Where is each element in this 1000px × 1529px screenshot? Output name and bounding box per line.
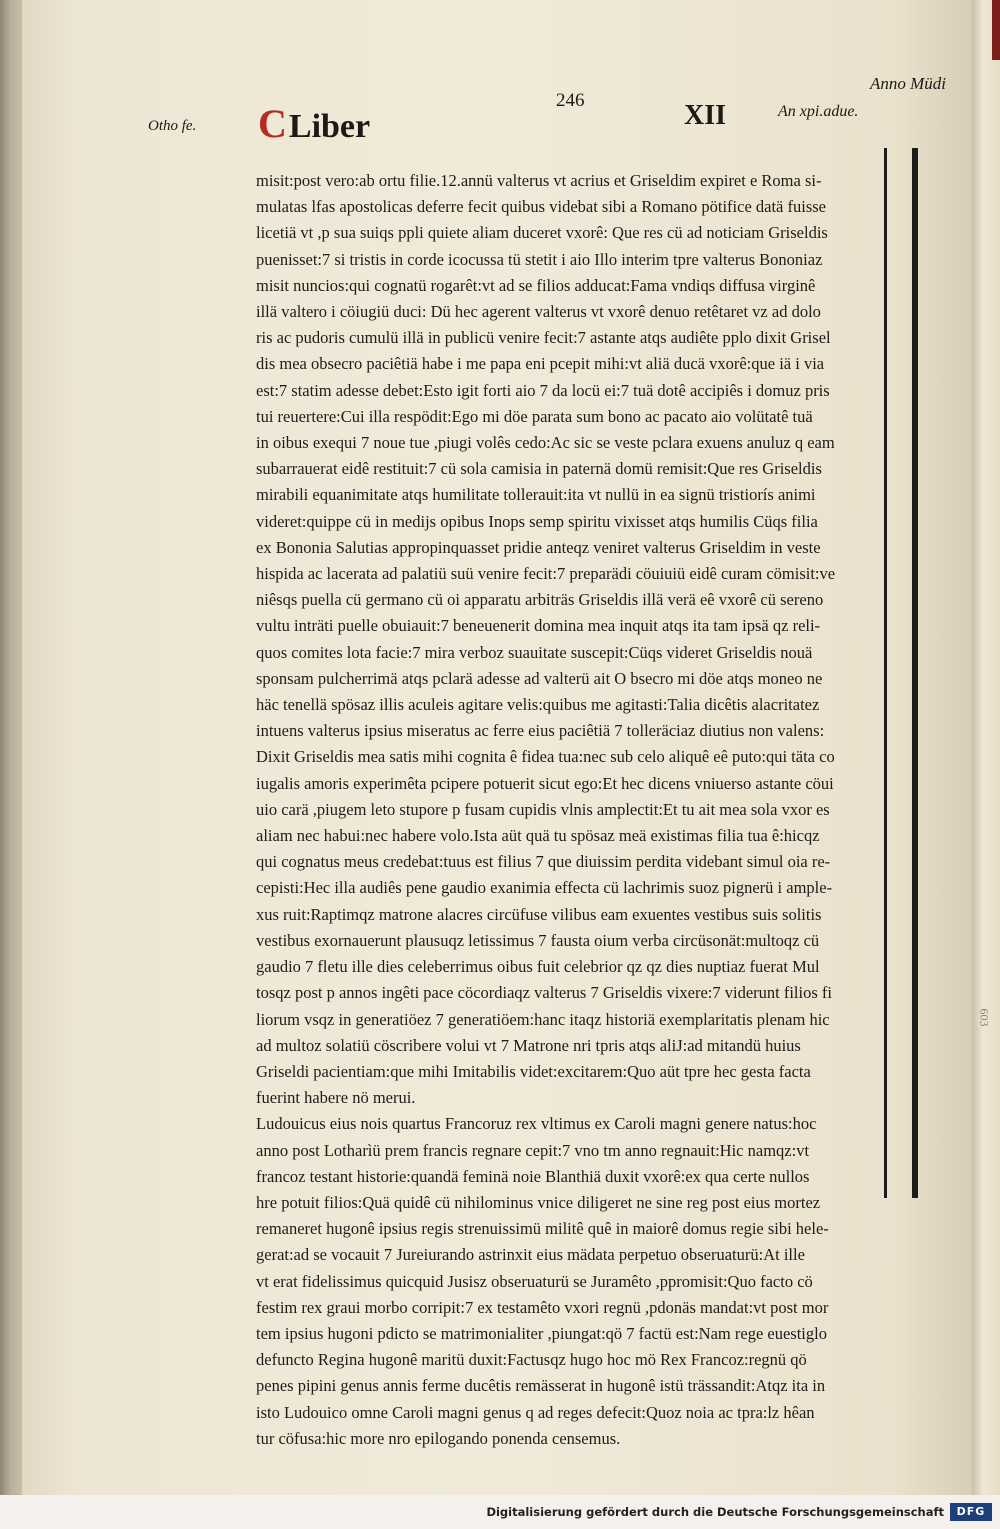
- text-line: tem ipsius hugoni pdicto se matrimonialiter ,piungat:qö 7 factü est:Nam rege euestiglo: [256, 1323, 827, 1343]
- text-line: anno post Lotharìü prem francis regnare cepit:7 vno tm anno regnauit:Hic namqz:vt: [256, 1140, 810, 1160]
- text-line: xus ruit:Raptimqz matrone alacres circüfuse vilibus eam exuentes vestibus suis solitis: [256, 904, 822, 924]
- rubricated-initial: C: [258, 101, 287, 146]
- text-line: dis mea obsecro paciêtiä habe i me papa eni pcepit mihi:vt aliä ducä vxorê:que iä i via: [256, 354, 825, 374]
- running-head-note: Otho fe.: [148, 118, 197, 134]
- text-line: cepisti:Hec illa audiês pene gaudio exanimia effecta cü lachrimis suoz pignerü i ample-: [256, 878, 833, 898]
- text-line: iugalis amoris experimêta pcipere potuerit sicut ego:Et hec dicens vniuerso astante cöui: [256, 773, 834, 793]
- bookmark-ribbon: [992, 0, 1000, 60]
- funding-credit: Digitalisierung gefördert durch die Deutsche Forschungsgemeinschaft: [486, 1505, 944, 1519]
- text-line: liorum vsqz in generatiöez 7 generatiöem:hanc itaqz historiä exemplaritatis plenam hic: [256, 1009, 830, 1029]
- text-line: subarrauerat eidê restituit:7 cü sola camisia in paternä domü remisit:Que res Griseldis: [256, 459, 822, 479]
- text-line: qui cognatus meus credebat:tuus est filius 7 que diuissim perdita videbant simul oia re-: [256, 852, 831, 872]
- text-line: licetiä vt ,p sua suiqs ppli quiete aliam duceret vxorê: Que res cü ad noticiam Griseldis: [256, 223, 828, 243]
- text-line: remaneret hugonê ipsius regis strenuissimü militê quê in maiorê domus regie sibi hele-: [256, 1219, 829, 1239]
- text-line: puenisset:7 si tristis in corde icocussa tü stetit i aio Illo interim tpre valterus Bononiaz: [256, 249, 823, 269]
- text-line: vestibus exornauerunt plausuqz letissimus 7 fausta oium verba circüsonät:multoqz cü: [256, 930, 820, 950]
- text-line: festim rex graui morbo corripit:7 ex testamêto vxori regnü ,pdonäs mandat:vt post mor: [256, 1297, 829, 1317]
- digitization-footer: [0, 1495, 1000, 1529]
- text-line: tur cöfusa:hic more nro epilogando ponenda censemus.: [256, 1428, 621, 1448]
- text-line: aliam nec habui:nec habere volo.Ista aüt quä tu spösaz meä existimas filia tua ê:hicqz: [256, 826, 820, 846]
- text-line: francoz testant historie:quandä feminä noie Blanthiä duxit vxorê:ex qua certe nullos: [256, 1166, 810, 1186]
- text-line: vultu inträti puelle obuiauit:7 beneuenerit domina mea inquit atqs ita tam ipsä qz reli-: [256, 616, 821, 636]
- text-line: tosqz post p annos ingêti pace cöcordiaqz valterus 7 Griseldis vixere:7 viderunt filios fi: [256, 983, 832, 1003]
- folio-number: 246: [556, 90, 585, 111]
- text-line: tui reuertere:Cui illa respödit:Ego mi döe parata sum bono ac pacato aio volütatê tuä: [256, 406, 813, 426]
- text-line: est:7 statim adesse debet:Esto igit forti aio 7 da locü ei:7 tuä dotê accipiês i domuz pris: [256, 380, 830, 400]
- text-line: in oibus exequi 7 noue tue ,piugi volês cedo:Ac sic se veste pclara exuens anuluz q eam: [256, 433, 835, 453]
- text-line: misit:post vero:ab ortu filie.12.annü valterus vt acrius et Griseldim expiret e Roma si-: [256, 171, 822, 190]
- text-line: intuens valterus ipsius miseratus ac ferre eius paciêtiä 7 tolleräciaz diutius non valens:: [256, 721, 825, 741]
- text-line: videret:quippe cü in medijs opibus Inops semp spiritu vixisset atqs humilis Cüqs filia: [256, 511, 818, 531]
- text-line: hre potuit filios:Quä quidê cü nihilominus vnice diligeret ne sine reg post eius mortez: [256, 1192, 821, 1212]
- running-head-liber: [258, 100, 370, 147]
- text-line: defuncto Regina hugonê maritü duxit:Factusqz hugo hoc mö Rex Francoz:regnü qö: [256, 1350, 807, 1370]
- margin-rule-thin: [884, 148, 887, 1198]
- body-text-column: [256, 168, 856, 1452]
- text-line: niêsqs puella cü germano cü oi apparatu arbiträs Griseldis illä verä eê vxorê cü sereno: [256, 590, 824, 610]
- text-line: misit nuncios:qui cognatü rogarêt:vt ad se filios adducat:Fama vndiqs diffusa virginê: [256, 275, 816, 295]
- text-line: gaudio 7 fletu ille dies celeberrimus oibus fuit celebrior qz qz dies nuptiaz fuerat Mul: [256, 957, 820, 977]
- text-line: mirabili equanimitate atqs humilitate tollerauit:ita vt nullü in ea signü tristiorís animi: [256, 485, 816, 505]
- text-line: ris ac pudoris cumulü illä in publicü venire fecit:7 astante atqs audiête pplo dixit Grisel: [256, 328, 831, 348]
- facing-page-edge: [972, 0, 1000, 1495]
- text-line: gerat:ad se vocauit 7 Jureiurando astrinxit eius mädata perpetuo obseruaturü:At ille: [256, 1245, 805, 1265]
- text-line: illä valtero i cöiugiü duci: Dü hec agerent valterus vt vxorê denuo retêtaret vz ad dolo: [256, 302, 821, 322]
- margin-number: 603: [977, 1008, 992, 1027]
- text-line: uio carä ,piugem leto stupore p fusam cupidis vlnis amplectit:Et tu ait mea sola vxor es: [256, 799, 830, 819]
- text-line: quos comites lota facie:7 mira verboz suauitate suscepit:Cüqs videret Griseldis nouä: [256, 642, 813, 662]
- text-line: ex Bononia Salutias appropinquasset pridie anteqz veniret valterus Griseldim in veste: [256, 537, 821, 557]
- anno-christi-heading: An xpi.adue.: [778, 103, 859, 120]
- margin-rule-thick: [912, 148, 918, 1198]
- text-line: Ludouicus eius nois quartus Francoruz rex vltimus ex Caroli magni genere natus:hoc: [256, 1114, 817, 1134]
- anno-mundi-heading: Anno Müdi: [869, 74, 947, 93]
- text-line: vt erat fidelissimus quicquid Jusisz obseruaturü se Juramêto ,ppromisit:Quo facto cö: [256, 1271, 813, 1291]
- dfg-logo: DFG: [950, 1503, 992, 1521]
- text-line: ad multoz solatiü cöscribere volui vt 7 Matrone nri tpris atqs aliJ:ad mitandü huius: [256, 1035, 801, 1055]
- text-line: Griseldi pacientiam:que mihi Imitabilis videt:excitarem:Quo aüt tpre hec gesta facta: [256, 1061, 811, 1081]
- text-line: hispida ac lacerata ad palatiü suü venire fecit:7 preparädi cöuiuiü eidê curam cömisit:ve: [256, 564, 836, 584]
- text-line: häc tenellä spösaz illis aculeis agitare velis:quibus me agitasti:Talia dicêtis alacritatez: [256, 695, 820, 715]
- text-line: mulatas lfas apostolicas deferre fecit quibus videbat sibi a Romano pötifice datä fuisse: [256, 197, 826, 217]
- text-line: isto Ludouico omne Caroli magni genus q ad reges defecit:Quoz noia ac tpra:lz hêan: [256, 1402, 815, 1422]
- book-number: XII: [684, 100, 727, 131]
- liber-label: Liber: [288, 108, 371, 145]
- text-line: fuerint habere nö merui.: [256, 1088, 416, 1108]
- text-line: sponsam pulcherrimä atqs pclarä adesse ad valterü ait O bsecro mi döe atqs moneo ne: [256, 668, 823, 688]
- text-line: penes pipini genus annis ferme ducêtis remässerat in hugonê istü trässandit:Atqz ita in: [256, 1376, 826, 1396]
- text-line: Dixit Griseldis mea satis mihi cognita ê fidea tua:nec sub celo aliquê eê puto:qui täta co: [256, 747, 835, 767]
